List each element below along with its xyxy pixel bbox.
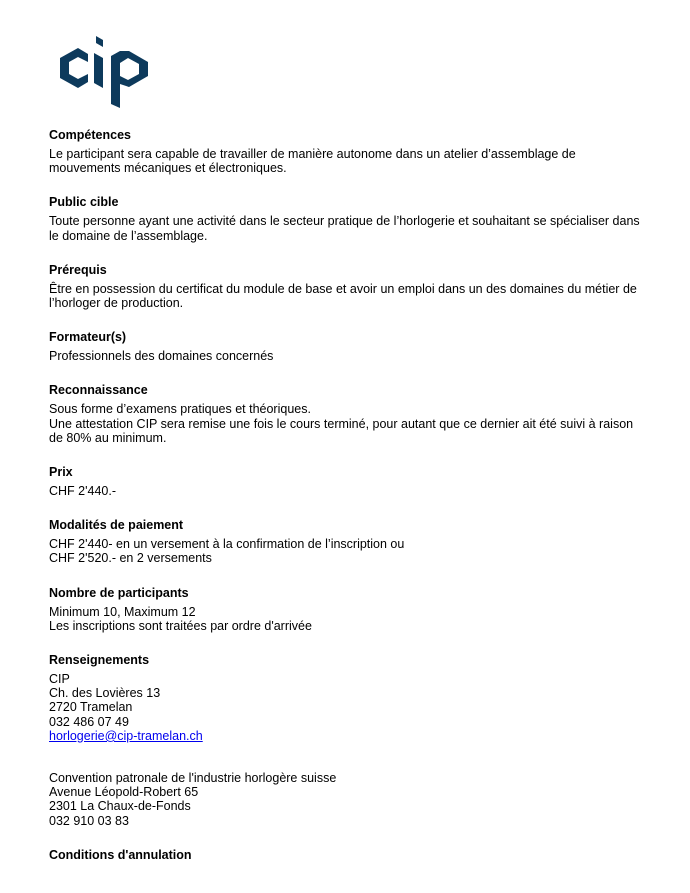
section-nombre-participants [49,586,649,633]
section-text: CIP Ch. des Lovières 13 2720 Tramelan 032 486 07 49 horlogerie@cip-tramelan.ch [49,672,649,743]
cip-logo-icon [54,36,152,108]
section-title: Compétences [49,128,131,142]
section-public-cible [49,195,649,242]
course-details [49,128,649,883]
section-text: Minimum 10, Maximum 12 Les inscriptions sont traitées par ordre d'arrivée [49,604,312,633]
section-renseignements [49,653,649,828]
section-text: Convention patronale de l'industrie horlogère suisse Avenue Léopold-Robert 65 2301 La Chaux-de-Fonds 032 910 03 83 [49,771,337,828]
email-link[interactable]: horlogerie@cip-tramelan.ch [49,728,203,743]
section-title: Reconnaissance [49,383,148,398]
section-reconnaissance [49,383,649,445]
section-prix [49,465,649,498]
section-text: Professionnels des domaines concernés [49,349,274,364]
section-text: CHF 2'440.- [49,484,116,499]
section-title: Modalités de paiement [49,518,184,533]
section-conditions-annulation [49,848,649,863]
section-title: Conditions d'annulation [49,847,192,862]
section-title: Nombre de participants [49,585,189,600]
section-title: Prix [49,465,73,480]
section-title: Formateur(s) [49,330,127,345]
section-title: Renseignements [49,653,150,668]
section-modalites-paiement [49,518,649,565]
section-text: Sous forme d’examens pratiques et théoriques. Une attestation CIP sera remise une fois le cours terminé, pour autant que ce dernier ait été suivi à raison de 80% au minimum. [49,402,634,445]
section-text: Toute personne ayant une activité dans le secteur pratique de l’horlogerie et souhaitant se spécialiser dans le domaine de l’assemblage. [49,214,640,243]
section-title: Prérequis [49,262,107,277]
section-formateurs [49,330,649,363]
section-competences [49,128,649,175]
section-text: CHF 2'440- en un versement à la confirmation de l’inscription ou CHF 2'520.- en 2 versements [49,537,405,566]
section-title: Public cible [49,195,119,210]
section-text: Le participant sera capable de travailler de manière autonome dans un atelier d’assemblage de mouvements mécaniques et électroniques. [49,147,576,176]
section-prerequis [49,263,649,310]
section-text: Être en possession du certificat du module de base et avoir un emploi dans un des domaines du métier de l’horloger de production. [49,281,637,311]
